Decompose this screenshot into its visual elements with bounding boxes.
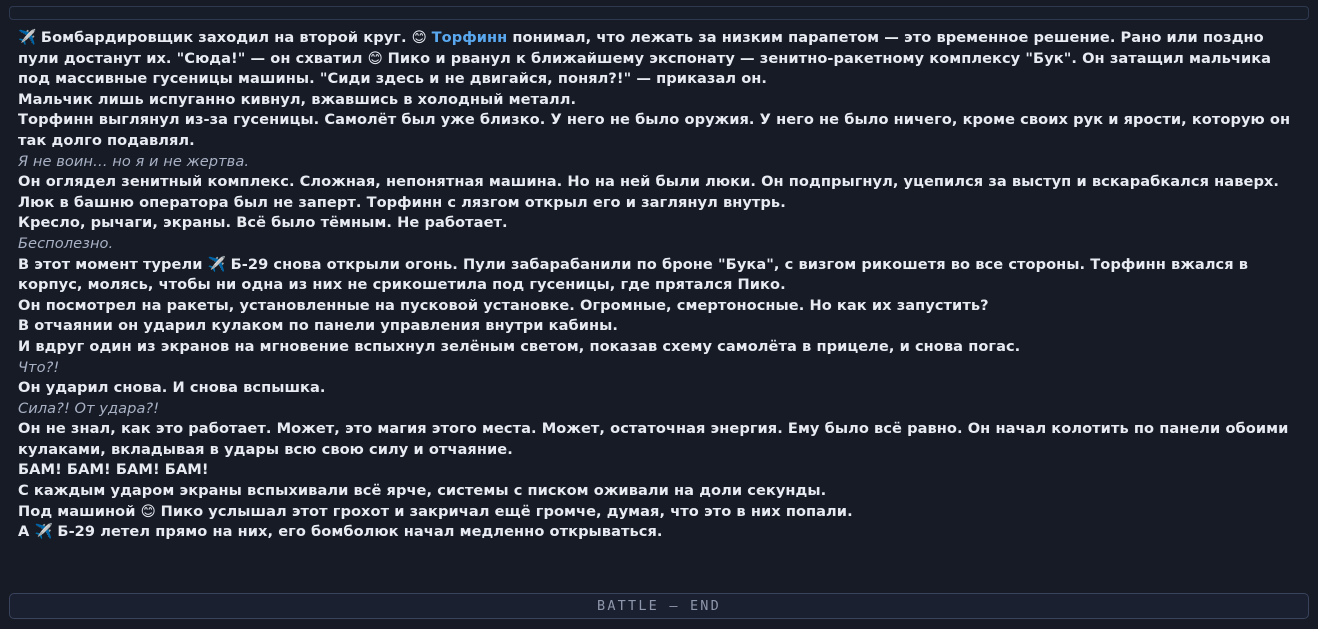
story-line [18,296,1300,317]
story-text: Б-29 снова открыли огонь. Пули забарабанили по броне "Бука", с визгом рикошетя во все стороны. Торфинн вжался в корпус, молясь, чтобы ни одна из них не срикошетила под гусеницы, где прятался Пико. [18,255,1249,294]
story-line [18,172,1300,213]
story-text: В этот момент турели [18,255,208,273]
story-text: Я не воин… но я и не жертва. [18,152,250,170]
smiley-icon: 😊 [140,502,161,520]
airplane-icon: ✈️ [18,29,41,46]
story-text: Бомбардировщик заходил на второй круг. [40,29,412,46]
story-text: Под машиной [18,502,141,520]
battle-end-label: BATTLE — END [597,598,721,614]
story-text: Мальчик лишь испуганно кивнул, вжавшись в холодный металл. [18,90,577,108]
character-name-piko: Пико [387,49,431,67]
story-text: Он не знал, как это работает. Может, это магия этого места. Может, остаточная энергия. Ему было всё равно. Он начал колотить по панели обоими кулаками, вкладывая в удары всю свою силу и отчаяние. [18,420,1289,458]
story-text: И вдруг один из экранов на мгновение вспыхнул зелёным светом, показав схему самолёта в прицеле, и снова погас. [18,337,1021,355]
story-text: Что?! [18,358,60,376]
smiley-icon: 😊 [411,29,432,46]
story-text: БАМ! БАМ! БАМ! БАМ! [18,461,209,479]
story-text: Кресло, рычаги, экраны. Всё было тёмным. Не работает. [18,214,508,232]
character-name-torfinn: Торфинн [431,29,508,46]
story-line [18,522,1300,543]
story-text: услышал этот грохот и закричал ещё громче, думая, что это в них попали. [203,502,853,520]
story-text: Бесполезно. [18,234,114,252]
smiley-icon: 😊 [367,49,388,67]
story-text: Б-29 летел прямо на них, его бомболюк начал медленно открываться. [57,523,663,541]
airplane-icon: ✈️ [34,523,58,541]
battle-end-bar [9,593,1309,619]
story-line [18,358,1300,379]
story-line [18,460,1300,481]
story-line [18,481,1300,502]
story-text: Торфинн выглянул из-за гусеницы. Самолёт был уже близко. У него не было оружия. У него не было ничего, кроме своих рук и ярости, которую он так долго подавлял. [18,111,1291,149]
story-line [18,316,1300,337]
story-line [18,502,1300,523]
story-text: Сила?! От удара?! [18,399,160,417]
story-text: Он ударил снова. И снова вспышка. [18,379,326,397]
story-line [18,234,1300,255]
story-line [18,378,1300,399]
story-text: и рванул к ближайшему экспонату — зенитно-ракетному комплексу "Бук". Он затащил мальчика под массивные гусеницы машины. "Сиди здесь и не двигайся, понял?!" — приказал он. [18,49,1272,88]
story-line [18,213,1300,234]
story-text: В отчаянии он ударил кулаком по панели управления внутри кабины. [18,317,619,335]
story-text: Он посмотрел на ракеты, установленные на пусковой установке. Огромные, смертоносные. Но как их запустить? [18,296,989,314]
story-line [18,255,1300,296]
top-divider-bar [9,6,1309,20]
story-line [18,28,1300,90]
story-text-container [18,28,1300,587]
story-line [18,152,1300,173]
story-text: понимал, что лежать за низким парапетом — это временное решение. Рано или поздно пули достанут их. "Сюда!" — он схватил [18,29,1264,67]
story-line [18,419,1300,460]
story-line [18,399,1300,420]
story-line [18,110,1300,151]
story-line [18,337,1300,358]
story-line [18,90,1300,111]
airplane-icon: ✈️ [207,255,231,273]
story-text: Он оглядел зенитный комплекс. Сложная, непонятная машина. Но на ней были люки. Он подпрыгнул, уцепился за выступ и вскарабкался наверх. Люк в башню оператора был не заперт. Торфинн с лязгом открыл его и заглянул внутрь. [18,173,1279,211]
story-text: А [18,523,35,541]
character-name-piko: Пико [160,502,204,520]
story-text: С каждым ударом экраны вспыхивали всё ярче, системы с писком оживали на доли секунды. [18,482,827,500]
